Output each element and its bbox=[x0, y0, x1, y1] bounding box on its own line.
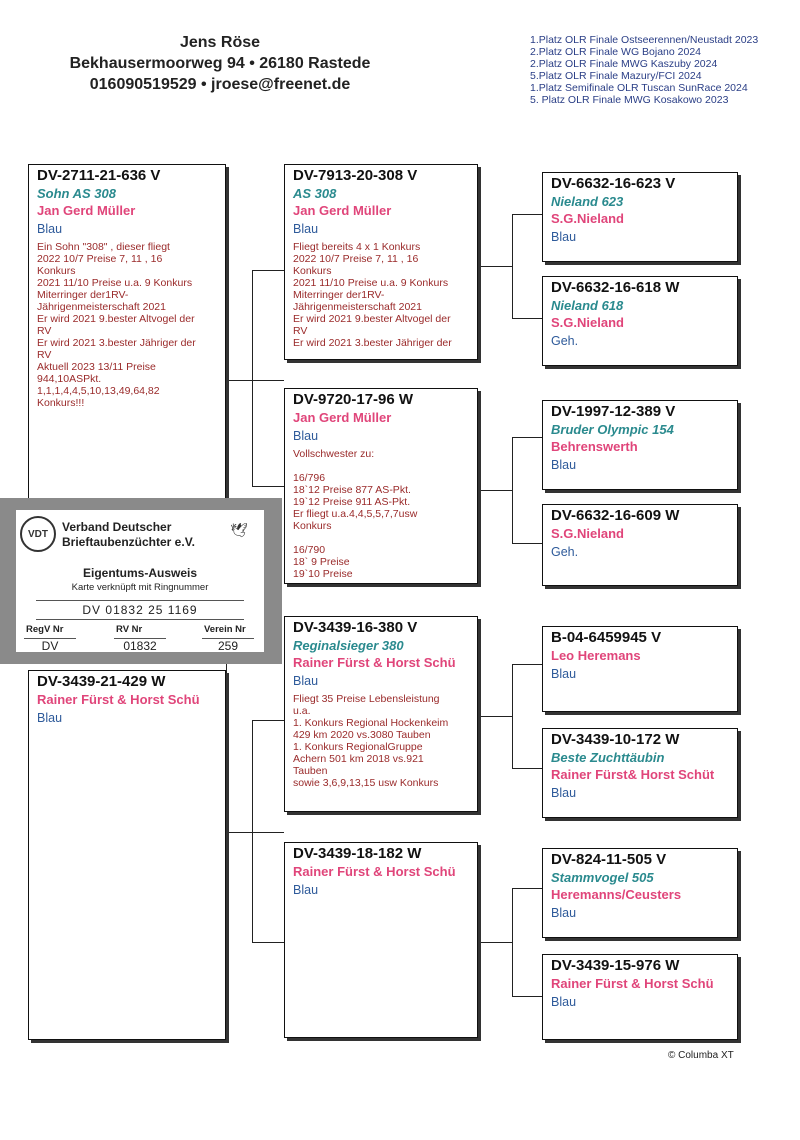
connector-line bbox=[512, 888, 513, 996]
pigeon-title: Reginalsieger 380 bbox=[293, 638, 404, 653]
pigeon-title: Bruder Olympic 154 bbox=[551, 422, 674, 437]
breeder-name: Rainer Fürst & Horst Schü bbox=[37, 692, 200, 707]
performance-notes: Vollschwester zu: 16/796 18`12 Preise 877 AS-Pkt. 19`12 Preise 911 AS-Pkt. Er fliegt u.a.4,4,5,5,7,7usw Konkurs 16/790 18` 9 Preise 19`10 Preise bbox=[293, 448, 418, 580]
feather-color: Blau bbox=[37, 222, 63, 236]
pigeon-card-sire-sire[interactable] bbox=[284, 164, 478, 360]
feather-color: Blau bbox=[551, 230, 577, 244]
pigeon-title: Sohn AS 308 bbox=[37, 186, 116, 201]
breeder-name: Leo Heremans bbox=[551, 648, 641, 663]
org-name-line: Verband Deutscher bbox=[62, 520, 172, 534]
regv-value: DV bbox=[24, 638, 76, 653]
breeder-name: S.G.Nieland bbox=[551, 315, 624, 330]
rv-value: 01832 bbox=[114, 638, 166, 653]
card-ring-number: DV 01832 25 1169 bbox=[36, 600, 244, 620]
ring-number: DV-6632-16-609 W bbox=[551, 507, 680, 524]
connector-line bbox=[252, 486, 284, 487]
pigeon-card-great-grandparent[interactable] bbox=[542, 504, 738, 586]
ring-number: DV-3439-10-172 W bbox=[551, 731, 680, 748]
connector-line bbox=[512, 888, 542, 889]
pigeon-card-great-grandparent[interactable] bbox=[542, 848, 738, 938]
ring-number: DV-3439-18-182 W bbox=[293, 845, 422, 862]
vdt-logo-icon: VDT bbox=[20, 516, 56, 552]
feather-color: Blau bbox=[551, 667, 577, 681]
feather-color: Blau bbox=[551, 458, 577, 472]
ring-number: DV-824-11-505 V bbox=[551, 851, 667, 868]
connector-line bbox=[512, 664, 513, 768]
feather-color: Blau bbox=[551, 906, 577, 920]
breeder-name: Rainer Fürst & Horst Schü bbox=[293, 655, 456, 670]
connector-line bbox=[478, 266, 512, 267]
connector-line bbox=[512, 996, 542, 997]
achievement-item: 1.Platz OLR Finale Ostseerennen/Neustadt 2023 bbox=[530, 34, 759, 46]
connector-line bbox=[512, 214, 513, 318]
owner-address: Bekhausermoorweg 94 • 26180 Rastede bbox=[69, 55, 371, 72]
achievement-item: 1.Platz Semifinale OLR Tuscan SunRace 2024 bbox=[530, 82, 748, 94]
ring-number: DV-6632-16-618 W bbox=[551, 279, 680, 296]
connector-line bbox=[226, 380, 284, 381]
performance-notes: Fliegt 35 Preise Lebensleistung u.a. 1. Konkurs Regional Hockenkeim 429 km 2020 vs.3080 Tauben 1. Konkurs RegionalGruppe Achern 501 km 2018 vs.921 Tauben sowie 3,6,9,13,15 usw Konkurs bbox=[293, 693, 449, 789]
pigeon-title: Nieland 618 bbox=[551, 298, 624, 313]
pigeon-card-great-grandparent[interactable] bbox=[542, 954, 738, 1040]
org-name bbox=[62, 520, 195, 550]
connector-line bbox=[478, 490, 512, 491]
connector-line bbox=[512, 318, 542, 319]
feather-color: Blau bbox=[293, 883, 319, 897]
achievement-item: 5. Platz OLR Finale MWG Kosakowo 2023 bbox=[530, 94, 729, 106]
breeder-name: Heremanns/Ceusters bbox=[551, 887, 682, 902]
pigeon-title: Beste Zuchttäubin bbox=[551, 750, 665, 765]
pigeon-card-great-grandparent[interactable] bbox=[542, 400, 738, 490]
pigeon-card-great-grandparent[interactable] bbox=[542, 626, 738, 712]
verein-label: Verein Nr bbox=[204, 624, 246, 635]
ring-number: DV-2711-21-636 V bbox=[37, 167, 161, 184]
ring-number: DV-3439-16-380 V bbox=[293, 619, 418, 636]
org-name-line: Brieftaubenzüchter e.V. bbox=[62, 535, 195, 549]
performance-notes: Ein Sohn "308" , dieser fliegt 2022 10/7 Preise 7, 11 , 16 Konkurs 2021 11/10 Preise u.a. 9 Konkurs Miterringer der1RV- Jährigenmeisterschaft 2021 Er wird 2021 9.bester Altvogel der RV Er wird 2021 3.bester Jähriger der RV Aktuell 2023 13/11 Preise 944,10ASPkt. 1,1,1,4,4,5,10,13,49,64,82 Konkurs!!! bbox=[37, 241, 196, 409]
owner-name: Jens Röse bbox=[179, 34, 261, 51]
pigeon-card-dam-sire[interactable] bbox=[284, 616, 478, 812]
pigeon-title: AS 308 bbox=[293, 186, 337, 201]
pigeon-card-dam[interactable] bbox=[28, 670, 226, 1040]
owner-block bbox=[40, 32, 400, 95]
connector-line bbox=[512, 437, 513, 543]
copyright-text: © Columba XT bbox=[668, 1050, 734, 1061]
connector-line bbox=[252, 270, 253, 486]
card-title: Eigentums-Ausweis bbox=[82, 566, 198, 580]
pigeon-card-dam-dam[interactable] bbox=[284, 842, 478, 1038]
connector-line bbox=[252, 270, 284, 271]
connector-line bbox=[478, 942, 512, 943]
feather-color: Geh. bbox=[551, 334, 579, 348]
breeder-name: S.G.Nieland bbox=[551, 526, 624, 541]
connector-line bbox=[252, 720, 253, 942]
achievement-item: 2.Platz OLR Finale WG Bojano 2024 bbox=[530, 46, 702, 58]
ring-number: DV-3439-21-429 W bbox=[37, 673, 166, 690]
connector-line bbox=[512, 437, 542, 438]
feather-color: Blau bbox=[551, 786, 577, 800]
pigeon-card-great-grandparent[interactable] bbox=[542, 172, 738, 262]
breeder-name: Rainer Fürst & Horst Schü bbox=[551, 976, 714, 991]
pigeon-icon: 🕊 bbox=[230, 522, 248, 538]
ring-number: B-04-6459945 V bbox=[551, 629, 662, 646]
feather-color: Blau bbox=[293, 429, 319, 443]
connector-line bbox=[252, 720, 284, 721]
breeder-name: Jan Gerd Müller bbox=[293, 410, 392, 425]
ownership-card-body bbox=[16, 510, 264, 652]
ring-number: DV-7913-20-308 V bbox=[293, 167, 418, 184]
pigeon-card-sire-dam[interactable] bbox=[284, 388, 478, 584]
pigeon-title: Nieland 623 bbox=[551, 194, 624, 209]
breeder-name: Rainer Fürst & Horst Schü bbox=[293, 864, 456, 879]
connector-line bbox=[512, 664, 542, 665]
breeder-name: S.G.Nieland bbox=[551, 211, 624, 226]
feather-color: Blau bbox=[293, 674, 319, 688]
feather-color: Blau bbox=[293, 222, 319, 236]
connector-line bbox=[512, 543, 542, 544]
regv-label: RegV Nr bbox=[26, 624, 64, 635]
pigeon-card-sire[interactable] bbox=[28, 164, 226, 534]
pigeon-title: Stammvogel 505 bbox=[551, 870, 654, 885]
ownership-card bbox=[0, 498, 282, 664]
connector-line bbox=[478, 716, 512, 717]
connector-line bbox=[512, 214, 542, 215]
achievement-item: 5.Platz OLR Finale Mazury/FCI 2024 bbox=[530, 70, 702, 82]
pigeon-card-great-grandparent[interactable] bbox=[542, 728, 738, 818]
ring-number: DV-3439-15-976 W bbox=[551, 957, 680, 974]
connector-line bbox=[226, 832, 284, 833]
verein-value: 259 bbox=[202, 638, 254, 653]
ring-number: DV-9720-17-96 W bbox=[293, 391, 414, 408]
owner-contact: 016090519529 • jroese@freenet.de bbox=[89, 76, 351, 93]
achievement-item: 2.Platz OLR Finale MWG Kaszuby 2024 bbox=[530, 58, 718, 70]
breeder-name: Jan Gerd Müller bbox=[37, 203, 136, 218]
achievements-list bbox=[530, 34, 770, 106]
feather-color: Geh. bbox=[551, 545, 579, 559]
breeder-name: Behrenswerth bbox=[551, 439, 638, 454]
connector-line bbox=[512, 768, 542, 769]
pigeon-card-great-grandparent[interactable] bbox=[542, 276, 738, 366]
rv-label: RV Nr bbox=[116, 624, 143, 635]
feather-color: Blau bbox=[37, 711, 63, 725]
ring-number: DV-6632-16-623 V bbox=[551, 175, 676, 192]
card-subtitle: Karte verknüpft mit Ringnummer bbox=[71, 582, 209, 593]
breeder-name: Jan Gerd Müller bbox=[293, 203, 392, 218]
connector-line bbox=[252, 942, 284, 943]
performance-notes: Fliegt bereits 4 x 1 Konkurs 2022 10/7 Preise 7, 11 , 16 Konkurs 2021 11/10 Preise u.a. 9 Konkurs Miterringer der1RV- Jährigenmeisterschaft 2021 Er wird 2021 9.bester Altvogel der RV Er wird 2021 3.bester Jähriger der bbox=[293, 241, 452, 349]
breeder-name: Rainer Fürst& Horst Schüt bbox=[551, 767, 715, 782]
ring-number: DV-1997-12-389 V bbox=[551, 403, 676, 420]
feather-color: Blau bbox=[551, 995, 577, 1009]
